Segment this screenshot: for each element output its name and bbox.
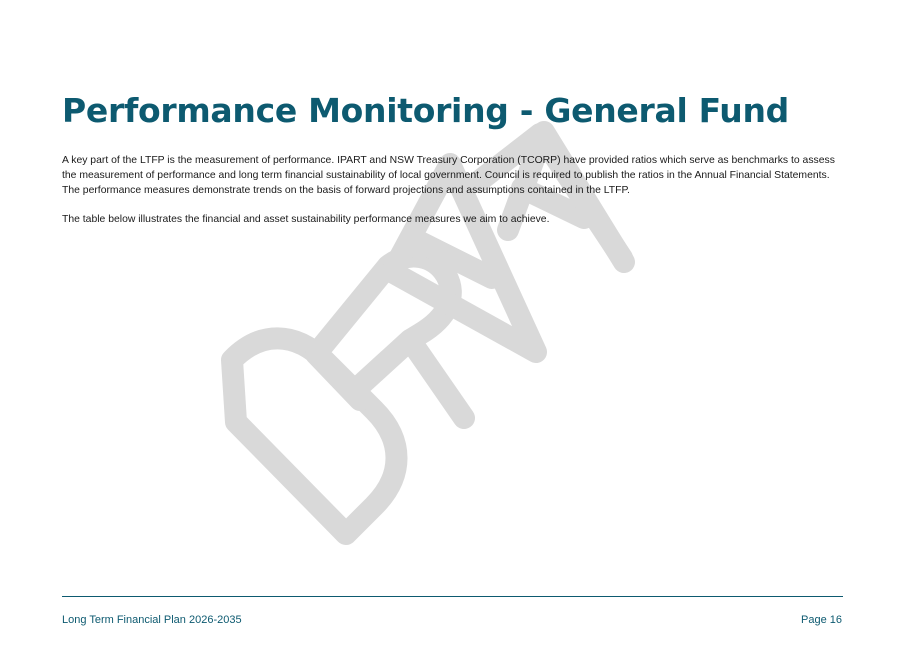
table-intro-paragraph: The table below illustrates the financial and asset sustainability performance measures we aim to achieve. bbox=[62, 214, 550, 225]
intro-paragraph: A key part of the LTFP is the measurement of performance. IPART and NSW Treasury Corporation (TCORP) have provided ratios which serve as benchmarks to assess the measurement of performance and long term financial sustainability of local government. Council is required to publish the ratios in the Annual Financial Statements. The performance measures demonstrate trends on the basis of forward projections and assumptions contained in the LTFP. bbox=[62, 155, 835, 196]
page-title: Performance Monitoring - General Fund bbox=[62, 91, 789, 130]
footer-page-number: Page 16 bbox=[801, 614, 842, 626]
footer-divider bbox=[62, 596, 843, 597]
footer-document-title: Long Term Financial Plan 2026-2035 bbox=[62, 614, 242, 626]
